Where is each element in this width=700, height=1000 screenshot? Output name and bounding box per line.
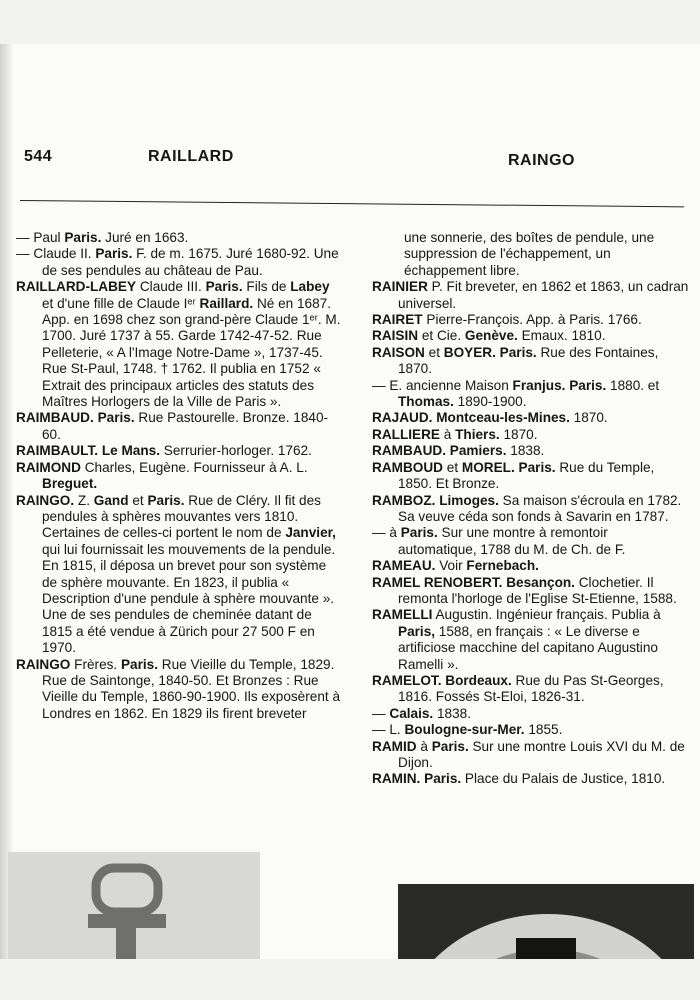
dictionary-entry (372, 378, 690, 411)
entry-text: Né en 1687. App. en 1698 chez son grand-père Claude 1ᵉʳ. M. 1700. Juré 1737 à 55. Garde 1742-47-52. Rue Pelleterie, « A l'Image Notre-Dame », 1737-45. Rue St-Paul, 1748. † 1762. Il publia en 1752 « Extrait des principaux articles des statuts des Maîtres Horlogers de la Ville de Paris ». (42, 295, 341, 410)
dictionary-entry (16, 246, 342, 279)
entry-bold-text: RAINIER (372, 279, 428, 295)
entry-bold-text: Limoges. (439, 492, 499, 508)
entry-text: à (416, 738, 432, 754)
entry-bold-text: Thiers. (455, 426, 500, 442)
entry-text: Rue du Temple, 1850. Et Bronze. (398, 459, 655, 492)
entry-text: 1588, en français : « Le diverse e artificiose macchine del capitano Augustino Ramelli ». (398, 623, 658, 672)
dictionary-entry (372, 279, 690, 312)
watch-key-photo (8, 852, 260, 959)
entry-text: — Paul (16, 230, 65, 245)
dictionary-entry (16, 279, 342, 410)
entry-bold-text: RAMBOZ. (372, 492, 436, 508)
watch-movement-photo (398, 884, 694, 959)
entry-text: 1890-1900. (453, 394, 527, 410)
entry-text: Clochetier. Il remonta l'horloge de l'Eglise St-Etienne, 1588. (398, 574, 677, 606)
entry-text: Sur une montre Louis XVI du M. de Dijon. (398, 738, 685, 770)
entry-text: Emaux. 1810. (517, 328, 606, 344)
entry-bold-text: RAMEL RENOBERT. (372, 574, 503, 590)
entry-bold-text: Genève. (464, 328, 518, 344)
entry-bold-text: Franjus. (512, 377, 566, 393)
entry-text: 1870. (499, 426, 538, 442)
dictionary-entry (372, 739, 690, 772)
entry-text: Serrurier-horloger. 1762. (160, 443, 312, 459)
entry-text: Z. (74, 492, 94, 508)
entry-bold-text: Paris. (499, 344, 537, 360)
entry-text: Juré en 1663. (101, 230, 189, 245)
entry-text: Charles, Eugène. Fournisseur à A. L. (80, 459, 308, 475)
dictionary-entry (372, 771, 690, 787)
watch-key-illustration (8, 852, 260, 959)
entry-text: — E. ancienne Maison (372, 377, 513, 393)
dictionary-entry (16, 493, 342, 657)
entry-text: 1838. (433, 705, 471, 721)
entry-text: qui lui fournissait les mouvements de la pendule. En 1815, il déposa un brevet pour son système de sphère mouvante. En 1823, il publia « Description d'une pendule à sphère mouvante ». Une de ses pendules de cheminée datant de 1815 a été vendue à Zürich pour 27 500 F en 1970. (42, 541, 336, 656)
entry-text: 1838. (506, 443, 545, 459)
entry-bold-text: Paris. (431, 738, 469, 754)
dictionary-entry (372, 345, 690, 378)
entry-text: Frères. (70, 656, 121, 672)
entry-text: Rue Pastourelle. Bronze. 1840-60. (42, 410, 329, 442)
entry-bold-text: Paris. (64, 230, 102, 245)
entry-bold-text: Paris. (95, 246, 133, 262)
entry-text: Place du Palais de Justice, 1810. (461, 771, 666, 787)
dictionary-entry (372, 558, 690, 574)
page-number: 544 (24, 148, 53, 165)
entry-bold-text: RAINGO (16, 656, 71, 672)
entry-text: 1870. (569, 410, 608, 426)
dictionary-entry (16, 443, 342, 459)
entry-bold-text: Gand (93, 492, 129, 508)
entry-bold-text: Paris. (424, 771, 462, 787)
entry-text: et d'une fille de Claude Iᵉʳ (42, 295, 200, 311)
entry-bold-text: Paris. (205, 279, 243, 295)
page-gutter-shadow (0, 44, 14, 959)
book-page (0, 44, 700, 959)
dictionary-entry (16, 230, 342, 246)
entry-bold-text: RALLIERE (372, 426, 440, 442)
entry-text: 1880. et (606, 377, 660, 393)
entry-bold-text: Le Mans. (101, 443, 161, 459)
entry-bold-text: Paris. (400, 525, 438, 541)
entry-bold-text: RAIMOND (16, 459, 81, 475)
entry-text: Voir (435, 558, 467, 574)
dictionary-entry (16, 460, 342, 493)
entry-bold-text: Calais. (389, 705, 434, 721)
entry-bold-text: RAMBAUD. (372, 443, 447, 459)
entry-bold-text: RAILLARD-LABEY (16, 279, 137, 295)
entry-bold-text: Paris. (120, 656, 159, 672)
entry-bold-text: MOREL. (461, 459, 515, 475)
key-crossbar (88, 914, 166, 928)
dictionary-entry (372, 460, 690, 493)
entry-bold-text: Paris. (97, 410, 135, 426)
entry-bold-text: Boulogne-sur-Mer. (404, 722, 525, 738)
entry-bold-text: RAINGO. (16, 492, 75, 508)
entry-bold-text: RAMBOUD (372, 459, 443, 475)
entry-bold-text: RAJAUD. (372, 410, 433, 426)
entry-bold-text: Pamiers. (449, 443, 507, 459)
entry-bold-text: RAISIN (372, 328, 419, 344)
dictionary-entry (372, 312, 690, 328)
entry-bold-text: Bordeaux. (445, 672, 512, 688)
entry-bold-text: Besançon. (506, 574, 575, 590)
entry-bold-text: RAIMBAULT. (16, 443, 99, 459)
entry-text: à (439, 426, 456, 442)
dictionary-entry (16, 657, 342, 723)
entry-bold-text: Labey (290, 279, 330, 295)
entry-text: et Cie. (418, 328, 465, 344)
entry-bold-text: Paris, (398, 623, 436, 639)
dictionary-entry (372, 493, 690, 526)
entry-bold-text: RAMID (372, 738, 417, 754)
entry-text: et (128, 492, 148, 508)
entry-bold-text: RAMIN. (372, 771, 421, 787)
entry-bold-text: Thomas. (398, 394, 454, 410)
entry-bold-text: RAISON (372, 344, 425, 360)
entry-bold-text: Paris. (518, 459, 556, 475)
dictionary-entry (372, 706, 690, 722)
entry-bold-text: Montceau-les-Mines. (436, 410, 570, 426)
entry-text: 1855. (524, 722, 563, 738)
entry-text: Pierre-François. App. à Paris. 1766. (422, 312, 642, 328)
entry-bold-text: Raillard. (199, 295, 254, 311)
entry-text: Augustin. Ingénieur français. Publia à (432, 607, 661, 623)
header-rule (20, 200, 684, 207)
entry-bold-text: BOYER. (443, 344, 496, 360)
entry-text: Rue Vieille du Temple, 1829. Rue de Saintonge, 1840-50. Et Bronzes : Rue Vieille du Temple, 1860-90-1900. Ils exposèrent à Londres en 1862. En 1829 ils firent breveter (42, 656, 340, 721)
dictionary-entry (372, 410, 690, 426)
entry-bold-text: Janvier, (285, 525, 336, 541)
entry-bold-text: Paris. (147, 492, 185, 508)
entry-text: — (372, 705, 390, 721)
entry-text: Rue des Fontaines, 1870. (398, 344, 659, 377)
dictionary-entry (372, 722, 690, 738)
entry-text: une sonnerie, des boîtes de pendule, une suppression de l'échappement, un échappement libre. (404, 230, 655, 278)
entry-text: — Claude II. (16, 246, 96, 262)
running-header-right: RAINGO (508, 152, 575, 169)
entry-bold-text: RAMEAU. (372, 558, 436, 574)
entry-text: Rue du Pas St-Georges, 1816. Fossés St-Eloi, 1826-31. (398, 672, 664, 705)
entry-bold-text: RAIRET (372, 312, 423, 328)
entry-text: Fils de (242, 279, 291, 295)
dictionary-entry (372, 607, 690, 673)
dictionary-entry (16, 410, 342, 443)
entry-text: Claude III. (136, 279, 206, 295)
entry-bold-text: RAMELLI (372, 607, 433, 623)
dictionary-entry (372, 443, 690, 459)
entry-text: Sa maison s'écroula en 1782. Sa veuve céda son fonds à Savarin en 1787. (398, 492, 682, 524)
right-column (372, 230, 690, 788)
dictionary-entry (372, 673, 690, 706)
entry-text: et (424, 344, 444, 360)
entry-text: P. Fit breveter, en 1862 et 1863, un cadran universel. (398, 279, 689, 311)
dictionary-entry (372, 575, 690, 608)
entry-bold-text: Paris. (569, 377, 607, 393)
entry-text: et (442, 459, 462, 475)
entry-bold-text: Fernebach. (466, 558, 539, 574)
movement-bridge (516, 938, 576, 959)
entry-bold-text: RAIMBAUD. (16, 410, 94, 426)
entry-text: — à (372, 525, 401, 541)
dictionary-entry (372, 328, 690, 344)
running-header-left: RAILLARD (148, 148, 234, 165)
dictionary-entry (372, 427, 690, 443)
entry-text: — L. (372, 722, 405, 738)
entry-bold-text: Breguet. (42, 476, 98, 492)
entry-text: Rue de Cléry. Il fit des pendules à sphères mouvantes vers 1810. Certaines de celles-ci portent le nom de (42, 492, 321, 541)
entry-bold-text: RAMELOT. (372, 672, 442, 688)
dictionary-entry (372, 525, 690, 558)
entry-text: F. de m. 1675. Juré 1680-92. Une de ses pendules au château de Pau. (42, 246, 339, 278)
entry-continuation (372, 230, 690, 279)
watch-movement-illustration (398, 884, 694, 959)
left-column (16, 230, 342, 722)
entry-text: Sur une montre à remontoir automatique, 1788 du M. de Ch. de F. (398, 525, 626, 557)
